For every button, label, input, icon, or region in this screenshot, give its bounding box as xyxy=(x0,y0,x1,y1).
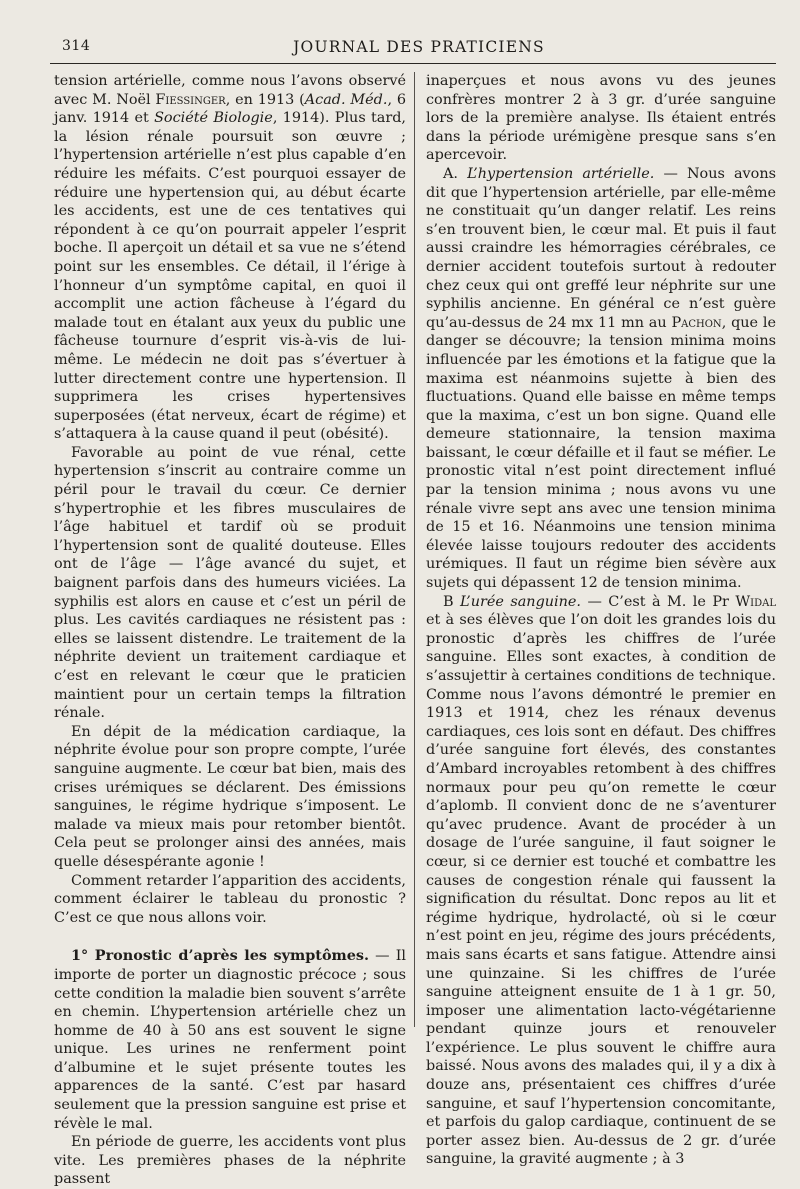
journal-title: JOURNAL DES PRATICIENS xyxy=(293,38,545,56)
subsection-title: L’hypertension artérielle. xyxy=(467,165,655,182)
subsection-uree: B L’urée sanguine. — C’est à M. le Pr Widal et à ses élèves que l’on doit les grandes lois du pronostic d’après les chiffres de l’urée sanguine. Elles sont exactes, à condition de s’assujettir à certaines conditions de technique. Comme nous l’avons démontré le premier en 1913 et 1914, chez les rénaux devenus cardiaques, ces lois sont en défaut. Des chiffres d’urée sanguine fort élevés, des constantes d’Ambard incroyables retombent à des chiffres normaux pour peu qu’on remette le cœur d’aplomb. Il convient donc de ne s’aventurer qu’avec prudence. Avant de procéder à un dosage de l’urée sanguine, il faut soigner le cœur, si ce dernier est touché et combattre les causes de congestion rénale qui faussent la signification du résultat. Donc repos au lit et régime hydrique, hydrolacté, où si le cœur n’est point en jeu, régime des jours précédents, mais sans écarts et sans fatigue. Attendre ainsi une quinzaine. Si les chiffres de l’urée sanguine atteignent ensuite de 1 à 1 gr. 50, imposer une alimentation lacto-végétarienne pendant quinze jours et renouveler l’expérience. Le plus souvent le chiffre aura baissé. Nous avons des malades qui, il y a dix à douze ans, présentaient ces chiffres d’urée sanguine, et sauf l’hypertension concomitante, et parfois du galop cardiaque, continuent de se porter assez bien. Au-dessus de 2 gr. d’urée sanguine, la gravité augmente ; à 3 xyxy=(426,593,776,1168)
page-number: 314 xyxy=(62,38,91,54)
paragraph: inaperçues et nous avons vu des jeunes confrères montrer 2 à 3 gr. d’urée sanguine lors de la première analyse. Ils étaient entrés dans la période urémigène presque sans s’en apercevoir. xyxy=(426,73,776,164)
author-name: Pachon xyxy=(671,314,722,331)
subsection-hypertension: A. L’hypertension artérielle. — Nous avons dit que l’hypertension artérielle, par elle-même ne constituait qu’un danger relatif. Les reins s’en trouvent bien, le cœur mal. Et puis il faut aussi craindre les hémorragies cérébrales, ce dernier accident toutefois surtout à redouter chez ceux qui ont greffé leur néphrite sur une syphilis ancienne. En général ce n’est guère qu’au-dessus de 24 mx 11 mn au Pachon, que le danger se découvre; la tension minima moins influencée par les émotions et la fatigue que la maxima est néanmoins sujette à bien des fluctuations. Quand elle baisse en même temps que la maxima, c’est un bon signe. Quand elle demeure stationnaire, la tension maxima baissant, le cœur défaille et il faut se méfier. Le pronostic vital n’est point directement influé par la tension minima ; nous avons vu une rénale vivre sept ans avec une tension minima de 15 et 16. Néanmoins une tension minima élevée laisse toujours redouter des accidents urémiques. Il faut un régime bien sévère aux sujets qui dépassent 12 de tension minima. xyxy=(426,165,776,592)
paragraph: Favorable au point de vue rénal, cette hypertension s’inscrit au contraire comme un péril pour le travail du cœur. Ce dernier s’hypertrophie et les fibres musculaires de l’âge habituel et tardif où se produit l’hypertension sont de qualité douteuse. Elles ont de l’âge — l’âge avancé du sujet, et baignent parfois dans des humeurs viciées. La syphilis est alors en cause et c’est un péril de plus. Les cavités cardiaques ne résistent pas : elles se laissent distendre. Le traitement de la néphrite devient un traitement cardiaque et c’est en relevant le cœur que le praticien maintient pour un certain temps la filtration rénale. xyxy=(54,444,406,722)
right-column xyxy=(426,72,776,1169)
section-heading: 1° Pronostic d’après les symptômes. — Il importe de porter un diagnostic précoce ; sous cette condition la maladie bien souvent s’arrête en chemin. L’hypertension artérielle chez un homme de 40 à 50 ans est souvent le signe unique. Les urines ne renferment point d’albumine et le sujet présente toutes les apparences de la santé. C’est par hasard seulement que la pression sanguine est prise et révèle le mal. xyxy=(54,947,406,1132)
left-column xyxy=(54,72,406,1189)
running-header xyxy=(62,38,776,60)
paragraph: tension artérielle, comme nous l’avons observé avec M. Noël Fiessinger, en 1913 (Acad. Méd., 6 janv. 1914 et Société Biologie, 1914). Plus tard, la lésion rénale poursuit son œuvre ; l’hypertension artérielle n’est plus capable d’en réduire les méfaits. C’est pourquoi essayer de réduire une hypertension qui, au début écarte les accidents, est une de ces tentatives qui répondent à ce qu’on pourrait appeler l’esprit boche. Il aperçoit un détail et sa vue ne s’étend point sur les ensembles. Ce détail, il l’érige à l’honneur d’un symptôme capital, en quoi il accomplit une action fâcheuse à l’égard du malade tout en étalant aux yeux du public une fâcheuse tournure d’esprit vis-à-vis de lui-même. Le médecin ne doit pas s’évertuer à lutter directement contre une hypertension. Il supprimera les crises hypertensives superposées (état nerveux, écart de régime) et s’attaquera à la cause quand il peut (obésité). xyxy=(54,73,407,443)
paragraph: En dépit de la médication cardiaque, la néphrite évolue pour son propre compte, l’urée sanguine augmente. Le cœur bat bien, mais des crises urémiques se déclarent. Des émissions sanguines, le régime hydrique s’imposent. Le malade va mieux mais pour retomber bientôt. Cela peut se prolonger ainsi des années, mais quelle désespérante agonie ! xyxy=(54,723,406,870)
section-title: 1° Pronostic d’après les symptômes. xyxy=(71,947,370,965)
header-rule xyxy=(50,63,776,64)
paragraph: En période de guerre, les accidents vont plus vite. Les premières phases de la néphrite passent xyxy=(54,1134,406,1188)
column-divider xyxy=(414,72,415,1027)
citation: Acad. Méd. xyxy=(304,91,388,108)
subsection-title: L’urée sanguine. xyxy=(460,593,582,610)
author-name: Widal xyxy=(735,593,776,610)
citation: Société Biologie xyxy=(154,110,273,127)
paragraph: Comment retarder l’apparition des accidents, comment éclairer le tableau du pronostic ? C’est ce que nous allons voir. xyxy=(54,872,406,926)
author-name: Fiessinger xyxy=(155,91,226,108)
